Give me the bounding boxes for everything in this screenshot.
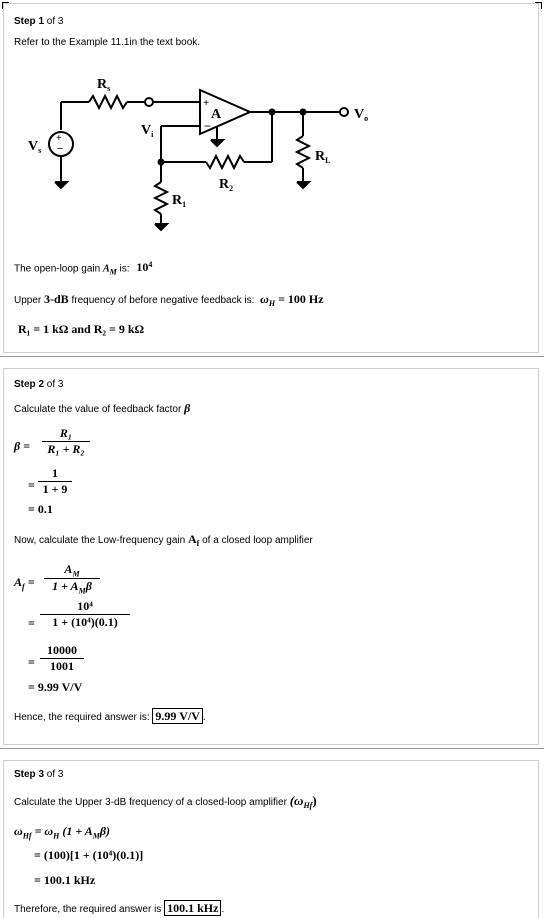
af-eq-sign-3: = xyxy=(28,655,35,669)
amp-plus-sign: + xyxy=(203,97,210,109)
source-minus-sign: − xyxy=(57,143,64,155)
vs-label: $V_s$ xyxy=(28,139,42,155)
beta-fraction-2: 1 1 + 9 xyxy=(38,466,72,497)
step-1-card xyxy=(3,3,539,353)
omega-hf-line-3: = 100.1 kHz xyxy=(34,873,96,887)
step-3-answer-box: 100.1 kHz xyxy=(164,900,221,916)
source-plus-sign: + xyxy=(56,133,62,144)
amp-label: A xyxy=(211,107,222,122)
circuit-diagram xyxy=(4,64,424,244)
rs-label: $R_s$ xyxy=(97,77,111,93)
separator-2 xyxy=(0,748,544,749)
af-fraction-3: 10000 1001 xyxy=(40,643,84,674)
omega-hf-line-2: = (100)[1 + (10⁴)(0.1)] xyxy=(34,848,144,862)
beta-result: = 0.1 xyxy=(28,502,53,516)
beta-lhs: β = xyxy=(14,439,30,453)
upper-3db-line: Upper 3-dB frequency of before negative feedback is: $\omega_H = 100$ Hz xyxy=(14,292,324,308)
step-2-heading: Step 2 of 3 xyxy=(14,379,64,390)
step-3-card xyxy=(3,760,539,918)
step-2-card xyxy=(3,368,539,745)
af-fraction: $A_M$ $1 + A_M\beta$ xyxy=(44,562,100,596)
step-2-answer-line: Hence, the required answer is: 9.99 V/V . xyxy=(14,709,206,723)
af-result: = 9.99 V/V xyxy=(28,680,83,694)
step-1-heading: Step 1 of 3 xyxy=(14,16,64,27)
r2-label: $R_2$ xyxy=(219,177,234,193)
r1-label: $R_1$ xyxy=(172,193,187,209)
amp-minus-sign: − xyxy=(204,119,211,133)
beta-fraction: R₁ R₁ + R₂ xyxy=(42,426,90,457)
feedback-factor-intro: Calculate the value of feedback factor β xyxy=(14,401,191,415)
beta-eq-sign: = xyxy=(28,478,35,492)
step-2-answer-box: 9.99 V/V xyxy=(152,708,202,724)
vi-label: $V_i$ xyxy=(141,123,154,139)
af-eq-sign-2: = xyxy=(28,616,35,630)
rl-label: $R_L$ xyxy=(315,149,331,165)
separator-1 xyxy=(0,356,544,357)
step-3-answer-line: Therefore, the required answer is 100.1 kHz . xyxy=(14,901,225,915)
low-frequency-gain-intro: Now, calculate the Low-frequency gain $A_f$ of a closed loop amplifier xyxy=(14,532,313,548)
step-3-heading: Step 3 of 3 xyxy=(14,769,64,780)
upper-freq-intro: Calculate the Upper 3-dB frequency of a closed-loop amplifier $(\omega_{Hf})$ xyxy=(14,793,317,810)
resistor-values: R₁ = 1 kΩ and R₂ = 9 kΩ xyxy=(18,322,145,336)
vo-label: $V_o$ xyxy=(354,107,369,123)
open-loop-gain-line: The open-loop gain $A_M$ is: $10^4$ xyxy=(14,260,153,277)
omega-hf-line-1: $\omega_{Hf} = \omega_H$ $(1 + A_M\beta)$ xyxy=(14,824,111,841)
refer-text: Refer to the Example 11.1in the text book. xyxy=(14,37,201,48)
af-fraction-2: 10⁴ 1 + (10⁴)(0.1) xyxy=(40,599,130,630)
af-lhs: $A_f$ = xyxy=(14,575,35,592)
